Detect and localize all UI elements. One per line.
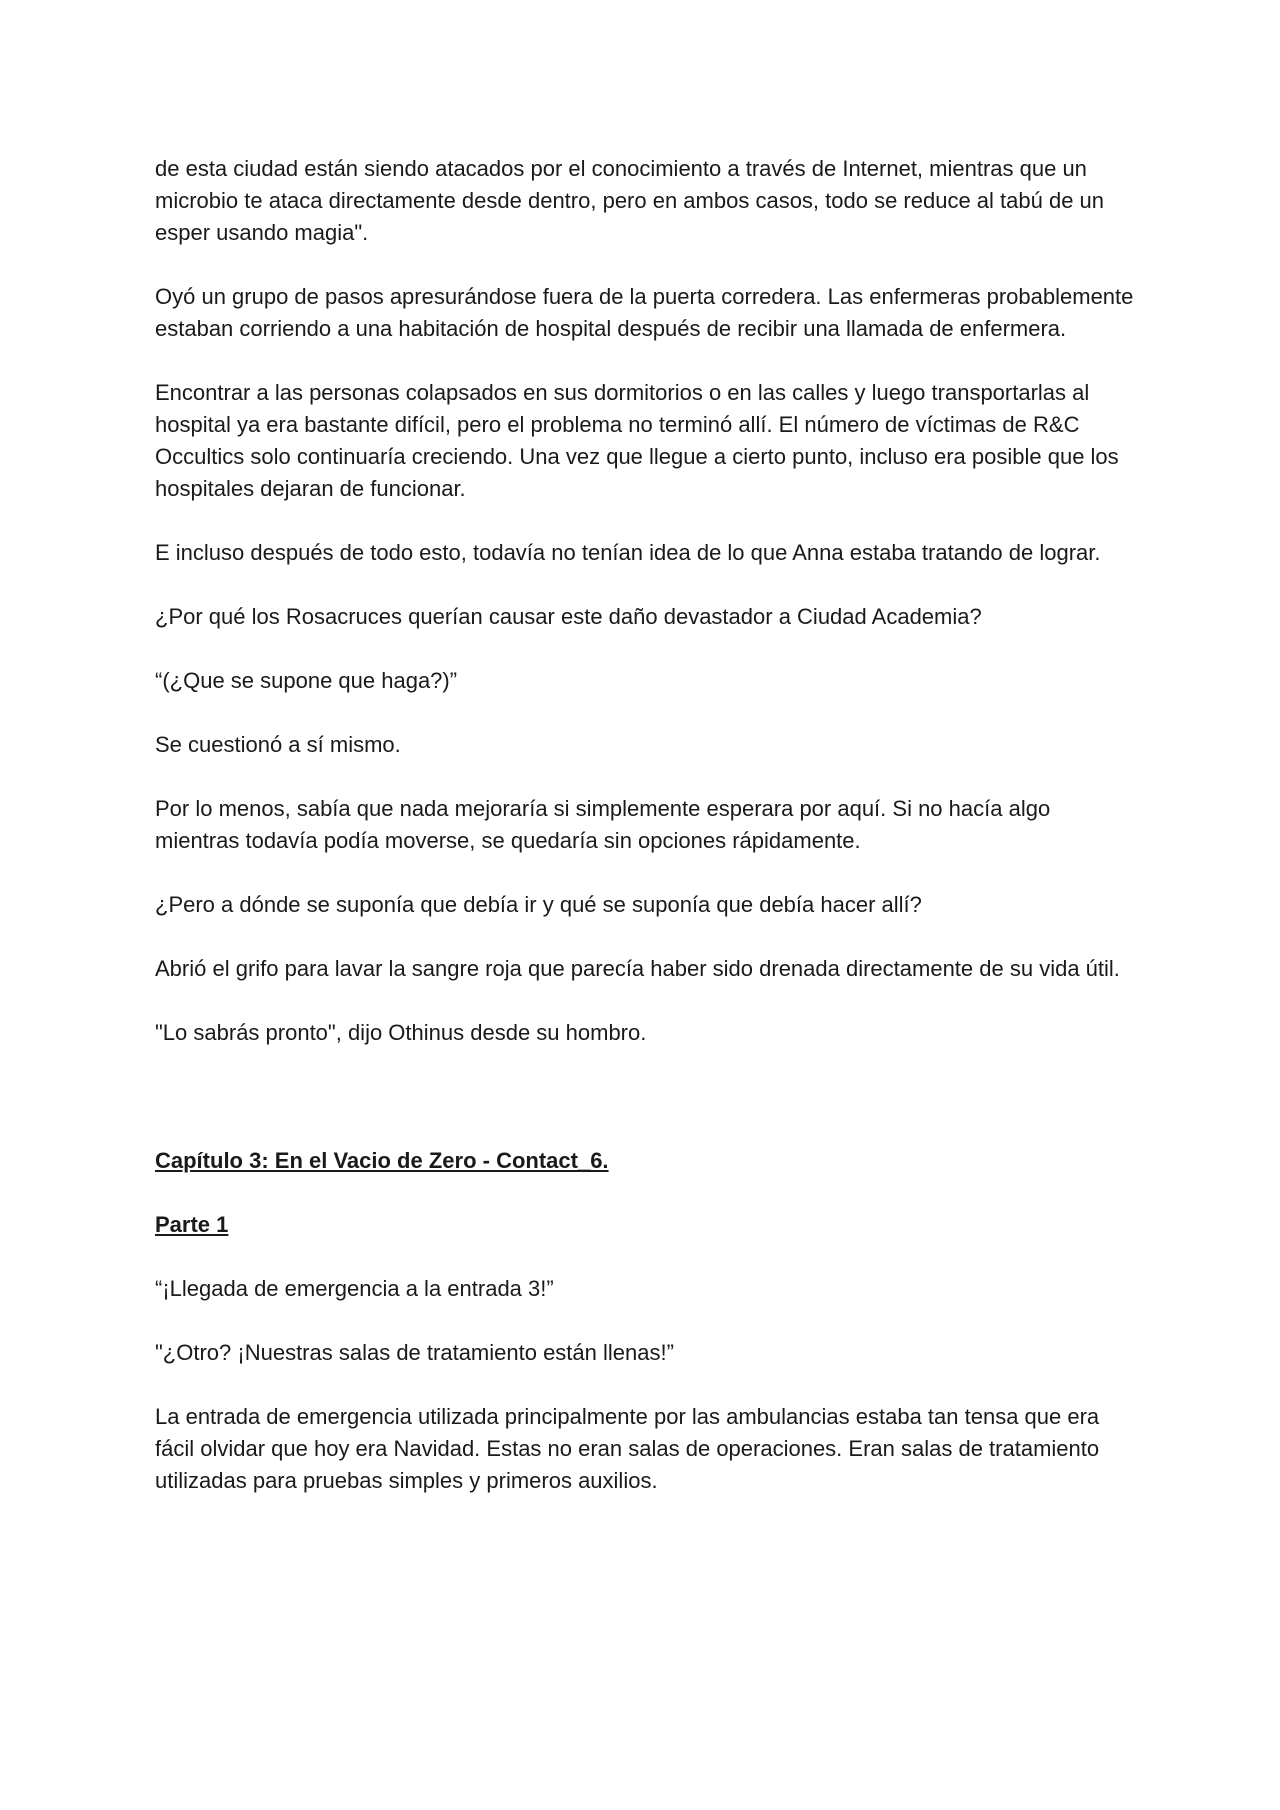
paragraph: ¿Por qué los Rosacruces querían causar este daño devastador a Ciudad Academia? bbox=[155, 604, 982, 629]
paragraph: Oyó un grupo de pasos apresurándose fuera de la puerta corredera. Las enfermeras probablemente estaban corriendo a una habitación de hospital después de recibir una llamada de enfermera. bbox=[155, 284, 1134, 341]
paragraph: Por lo menos, sabía que nada mejoraría si simplemente esperara por aquí. Si no hacía algo mientras todavía podía moverse, se quedaría sin opciones rápidamente. bbox=[155, 796, 1051, 853]
paragraph: de esta ciudad están siendo atacados por el conocimiento a través de Internet, mientras que un microbio te ataca directamente desde dentro, pero en ambos casos, todo se reduce al tabú de un esper usando magia". bbox=[155, 156, 1105, 245]
paragraph: Se cuestionó a sí mismo. bbox=[155, 732, 401, 757]
section-spacer bbox=[155, 1081, 1135, 1145]
paragraph: "¿Otro? ¡Nuestras salas de tratamiento están llenas!” bbox=[155, 1340, 674, 1365]
paragraph: E incluso después de todo esto, todavía no tenían idea de lo que Anna estaba tratando de lograr. bbox=[155, 540, 1101, 565]
paragraph: "Lo sabrás pronto", dijo Othinus desde su hombro. bbox=[155, 1020, 647, 1045]
chapter-title: Capítulo 3: En el Vacio de Zero - Contact_6. bbox=[155, 1148, 609, 1173]
part-title: Parte 1 bbox=[155, 1212, 229, 1237]
paragraph: La entrada de emergencia utilizada principalmente por las ambulancias estaba tan tensa que era fácil olvidar que hoy era Navidad. Estas no eran salas de operaciones. Eran salas de tratamiento utilizadas para pruebas simples y primeros auxilios. bbox=[155, 1404, 1100, 1493]
document-page bbox=[155, 153, 1135, 1529]
paragraph: ¿Pero a dónde se suponía que debía ir y qué se suponía que debía hacer allí? bbox=[155, 892, 922, 917]
paragraph: “(¿Que se supone que haga?)” bbox=[155, 668, 458, 693]
paragraph: Abrió el grifo para lavar la sangre roja que parecía haber sido drenada directamente de su vida útil. bbox=[155, 956, 1120, 981]
paragraph: Encontrar a las personas colapsados en sus dormitorios o en las calles y luego transportarlas al hospital ya era bastante difícil, pero el problema no terminó allí. El número de víctimas de R&C Occultics solo continuaría creciendo. Una vez que llegue a cierto punto, incluso era posible que los hospitales dejaran de funcionar. bbox=[155, 380, 1119, 501]
paragraph: “¡Llegada de emergencia a la entrada 3!” bbox=[155, 1276, 554, 1301]
